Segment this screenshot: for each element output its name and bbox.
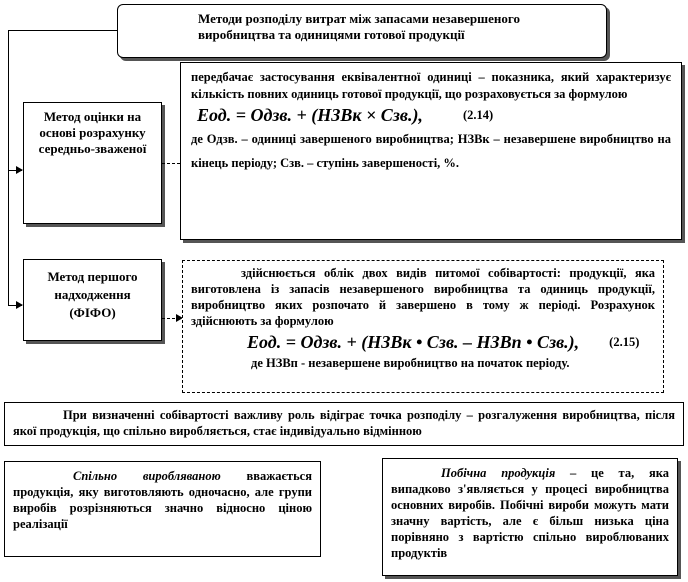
method1-where: де Одзв. – одиниці завершеного виробництва; НЗВк – незавершене виробництво на кінець періоду; Сзв. – ступінь завершеності, %. <box>191 132 671 170</box>
by-products-term: Побічна продукція <box>441 466 556 480</box>
method1-formula-number: (2.14) <box>462 107 494 122</box>
method1-label-box <box>23 102 162 224</box>
method1-intro: передбачає застосування еквівалентної одиниці – показника, який характеризує кількість повних одиниць готової продукції, що розраховується за формулою <box>191 70 671 101</box>
method2-formula: Eод. = Одзв. + (НЗВк • Сзв. – НЗВп • Сзв.), <box>247 332 580 352</box>
method2-formula-number: (2.15) <box>609 335 640 349</box>
by-products-text: – це та, яка випадково з'являється у процесі виробництва основних виробів. Побічні вироби можуть мати значну вартість, але є більш низька ціна порівняно з вартістю спільно вироблюваних продуктів <box>391 466 669 560</box>
method1-label: Метод оцінки на основі розрахунку середньо-зваженої <box>38 109 147 156</box>
by-products-box <box>382 458 678 576</box>
joint-products-box <box>4 461 321 557</box>
method2-label: Метод першого надходження (ФІФО) <box>47 269 138 320</box>
connector-title <box>8 30 117 31</box>
joint-products-term: Спільно виробляваною <box>73 469 221 483</box>
arrow-method2 <box>16 301 23 309</box>
split-point-box <box>4 402 684 446</box>
arrow-method1 <box>16 166 23 174</box>
method2-intro: здійснюється облік двох видів питомої собівартості: продукції, яка виготовлена із запасів незавершеного виробництва та одиниць продукції, виробництво яких розпочато й завершено в тому ж періоді. Розрахунок здійснюють за формулою <box>191 266 655 328</box>
method2-description-box <box>182 260 664 393</box>
split-point-text: При визначенні собівартості важливу роль відіграє точка розподілу – розгалуження виробництва, після якої продукція, що спільно виробляється, стає індивідуально відмінною <box>13 408 675 438</box>
title-box <box>117 4 607 58</box>
joint-products-text: вважається продукція, яку виготовляють одночасно, але групи виробів розрізняються значно відносно ціною реалізації <box>13 469 312 531</box>
method1-description-box <box>180 62 682 240</box>
method2-where: де НЗВп - незавершене виробництво на початок періоду. <box>251 356 570 370</box>
method2-label-box <box>23 259 162 341</box>
connector-spine <box>8 30 9 305</box>
method1-formula: Eод. = Одзв. + (НЗВк × Сзв.), <box>197 104 423 125</box>
connector-method1-desc <box>162 163 180 164</box>
diagram-title: Методи розподілу витрат між запасами незавершеного виробництва та одиницями готової продукції <box>198 11 520 42</box>
